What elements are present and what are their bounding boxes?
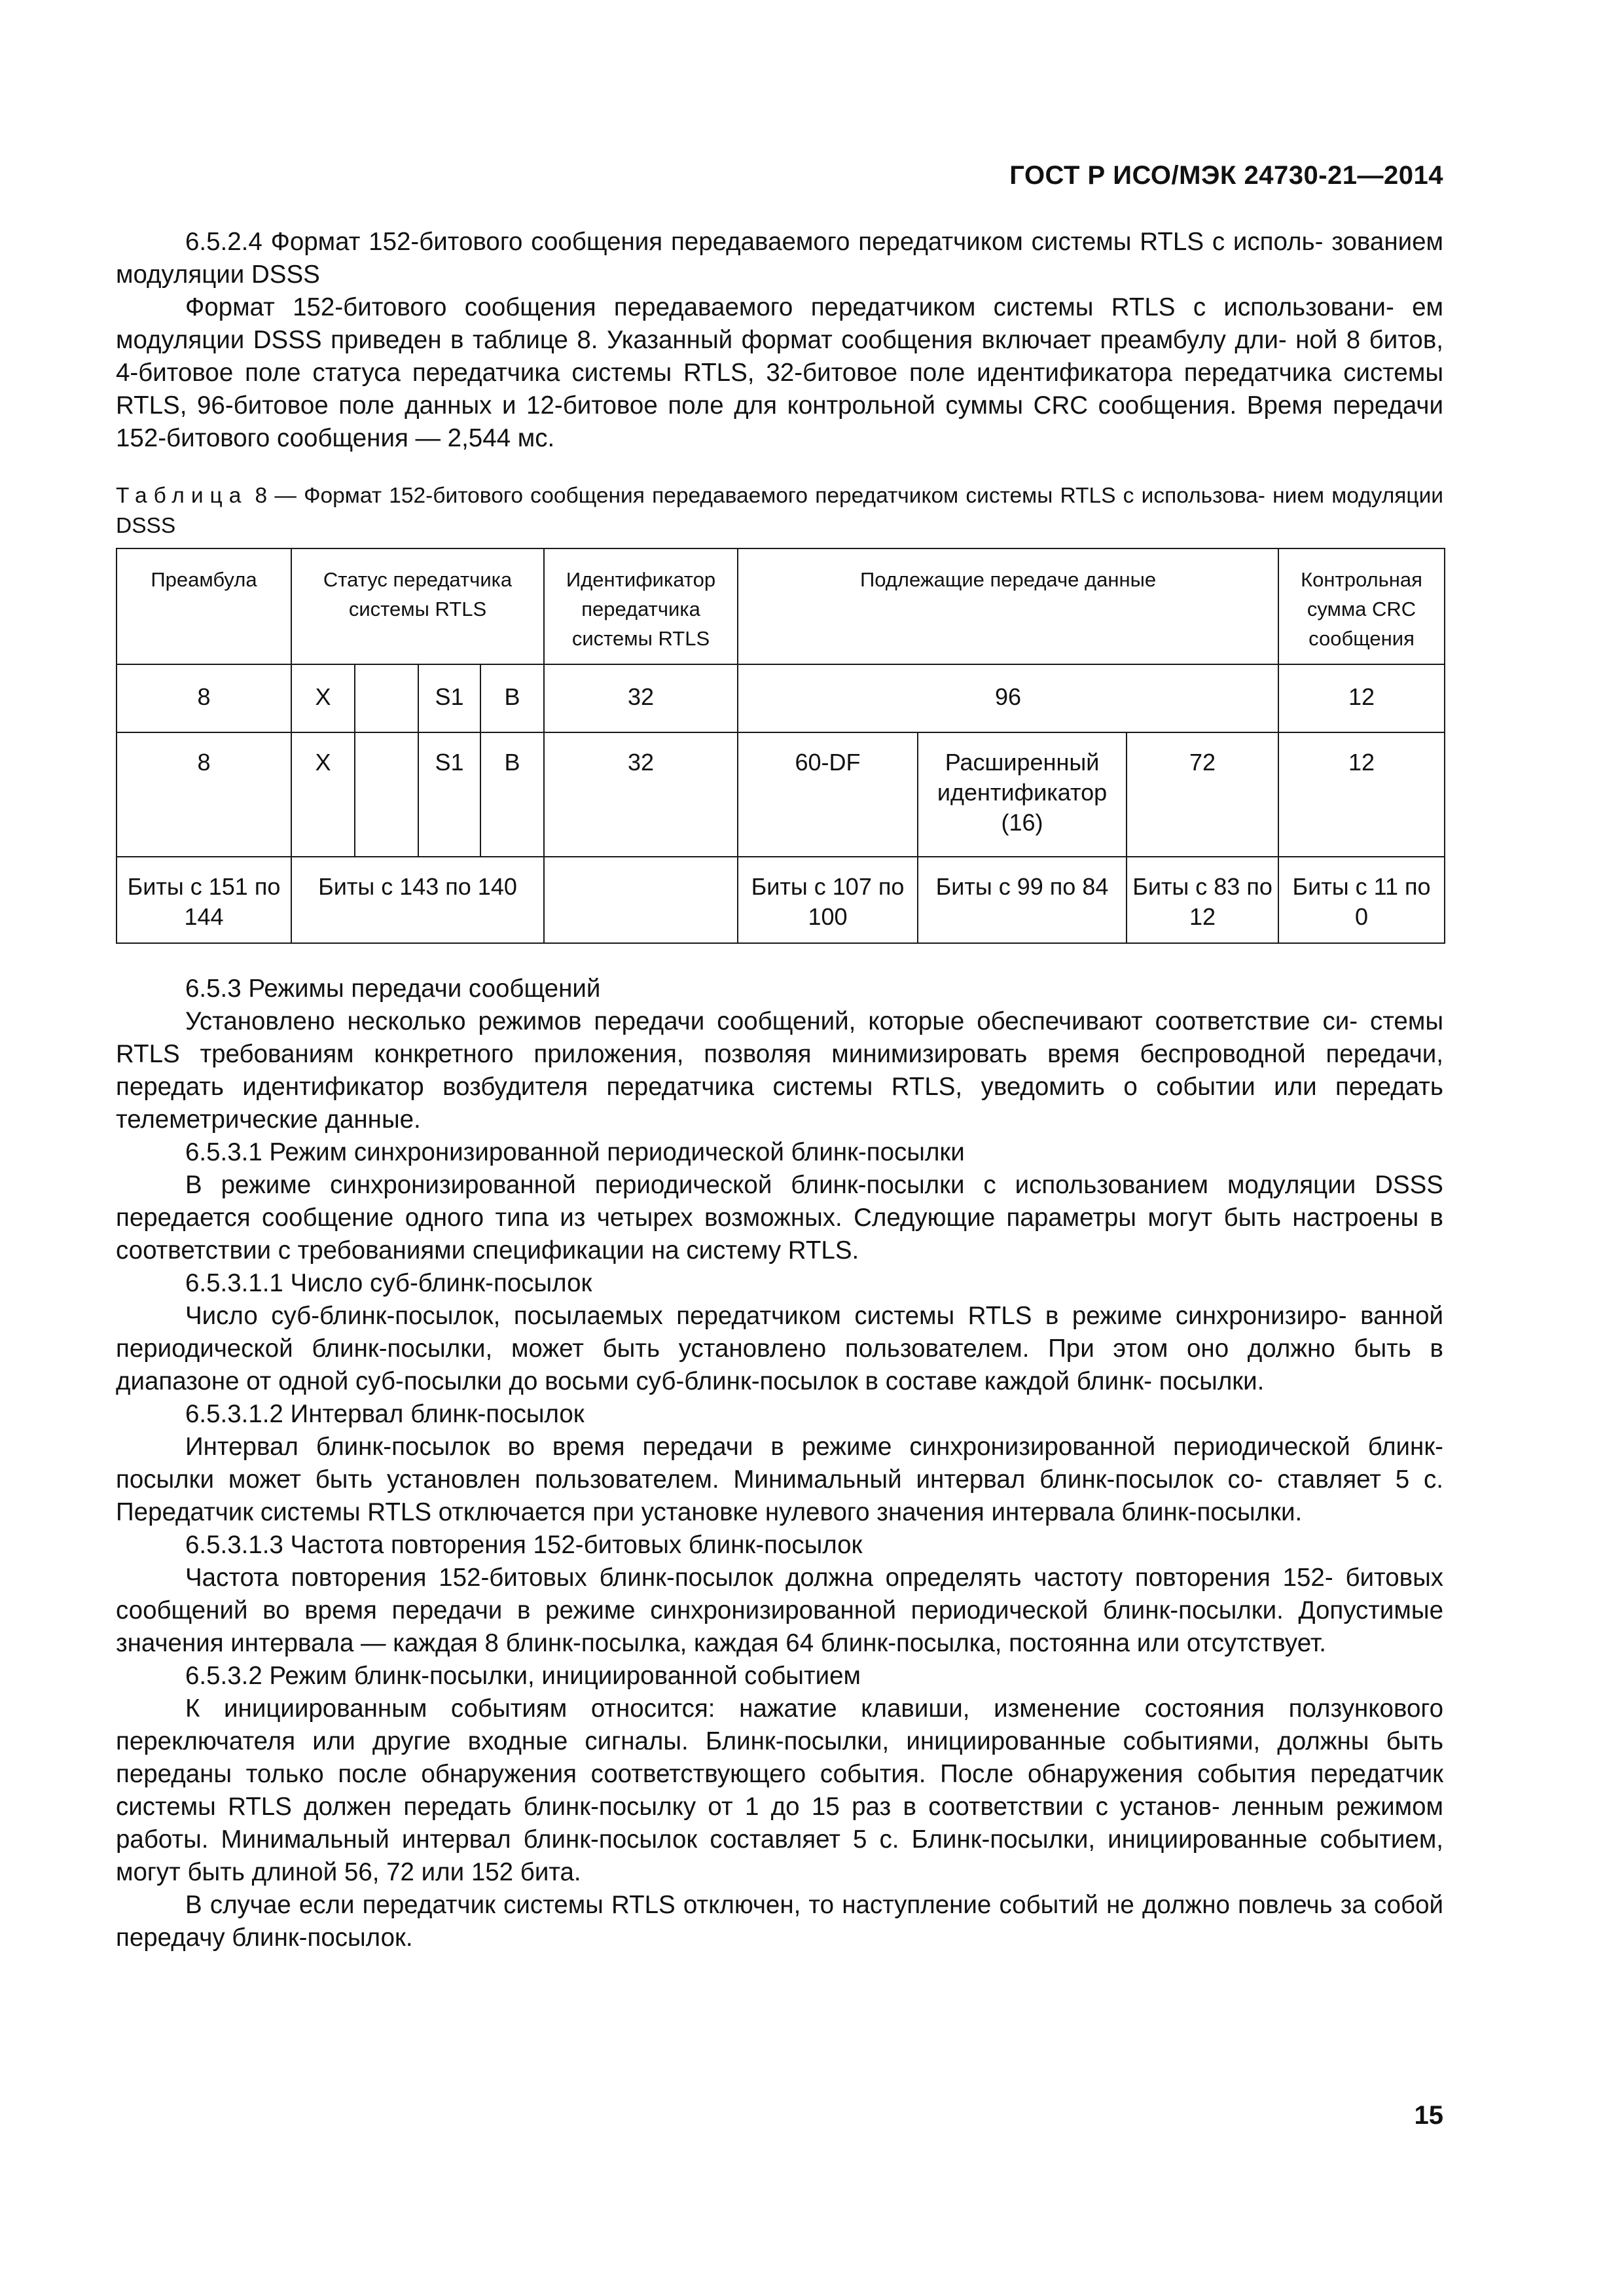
document-header: ГОСТ Р ИСО/МЭК 24730-21—2014	[1009, 161, 1443, 190]
table-caption	[116, 481, 1443, 541]
table-caption-prefix: Таблица	[116, 484, 248, 508]
table-cell: Биты с 151 по 144	[117, 857, 291, 943]
table-cell: 60-DF	[738, 732, 918, 857]
section-6531-body: В режиме синхронизированной периодической блинк-посылки с использованием модуляции DSSS передается сообщение одного типа из четырех возможных. Следующие параметры могут быть настроены в соответствии с требованиями спецификации на систему RTLS.	[116, 1171, 1443, 1265]
table-cell: S1	[418, 664, 480, 732]
section-6524-body: Формат 152-битового сообщения передаваемого передатчиком системы RTLS с использовани- ем модуляции DSSS приведен в таблице 8. Указанный формат сообщения включает преамбулу дли- ной 8 битов, 4-битовое поле статуса передатчика системы RTLS, 32-битовое поле идентификатора передатчика системы RTLS, 96-битовое поле данных и 12-битовое поле для контрольной суммы CRC сообщения. Время передачи 152-битового сообщения — 2,544 мс.	[116, 293, 1443, 452]
section-65313-heading: 6.5.3.1.3 Частота повторения 152-битовых блинк-посылок	[185, 1531, 863, 1559]
section-65313-body: Частота повторения 152-битовых блинк-посылок должна определять частоту повторения 152- битовых сообщений во время передачи в режиме синхронизированной периодической блинк-посылки. Допустимые значения интервала — каждая 8 блинк-посылка, каждая 64 блинк-посылка, постоянна или отсутствует.	[116, 1564, 1443, 1657]
table-row	[117, 857, 1445, 943]
table-cell: 8	[117, 732, 291, 857]
table-cell: Биты с 107 по 100	[738, 857, 918, 943]
section-65312-body: Интервал блинк-посылок во время передачи в режиме синхронизированной периодической блинк-посылки может быть установлен пользователем. Минимальный интервал блинк-посылок со- ставляет 5 с. Передатчик системы RTLS отключается при установке нулевого значения интервала блинк-посылки.	[116, 1433, 1443, 1526]
table-cell	[544, 857, 738, 943]
table-cell: X	[291, 664, 355, 732]
table-cell: 32	[544, 732, 738, 857]
header-preamble: Преамбула	[117, 548, 291, 664]
section-65311-heading: 6.5.3.1.1 Число суб-блинк-посылок	[185, 1269, 592, 1297]
section-653-body: Установлено несколько режимов передачи сообщений, которые обеспечивают соответствие си- стемы RTLS требованиям конкретного приложения, позволяя минимизировать время беспроводной передачи, передать идентификатор возбудителя передатчика системы RTLS, уведомить о событии или передать телеметрические данные.	[116, 1007, 1443, 1134]
table-cell: 32	[544, 664, 738, 732]
table-cell: B	[480, 732, 544, 857]
table-cell: Биты с 83 по 12	[1127, 857, 1278, 943]
table-cell: 12	[1278, 732, 1445, 857]
table-cell: Расширенный идентификатор (16)	[918, 732, 1127, 857]
section-6532-body2: В случае если передатчик системы RTLS отключен, то наступление событий не должно повлечь за собой передачу блинк-посылок.	[116, 1891, 1443, 1952]
table-cell: 8	[117, 664, 291, 732]
section-6532-heading: 6.5.3.2 Режим блинк-посылки, инициированной событием	[185, 1662, 861, 1690]
header-identifier: Идентификатор передатчика системы RTLS	[544, 548, 738, 664]
section-653-heading: 6.5.3 Режимы передачи сообщений	[185, 975, 601, 1003]
table-cell: Биты с 99 по 84	[918, 857, 1127, 943]
section-6532-body: К инициированным событиям относится: нажатие клавиши, изменение состояния ползункового переключателя или другие входные сигналы. Блинк-посылки, инициированные событиями, должны быть переданы только после обнаружения соответствующего события. После обнаружения события передатчик системы RTLS должен передать блинк-посылку от 1 до 15 раз в соответствии с установ- ленным режимом работы. Минимальный интервал блинк-посылок составляет 5 с. Блинк-посылки, инициированные событием, могут быть длиной 56, 72 или 152 бита.	[116, 1695, 1443, 1886]
header-status: Статус передатчика системы RTLS	[291, 548, 544, 664]
table-row	[117, 664, 1445, 732]
page-content	[116, 226, 1443, 1954]
table-header-row	[117, 548, 1445, 664]
section-65312-heading: 6.5.3.1.2 Интервал блинк-посылок	[185, 1400, 585, 1428]
table-cell	[355, 732, 418, 857]
table-caption-text: 8 — Формат 152-битового сообщения передаваемого передатчиком системы RTLS с использова- нием модуляции DSSS	[116, 484, 1443, 538]
table-cell: 12	[1278, 664, 1445, 732]
section-6524-heading: 6.5.2.4 Формат 152-битового сообщения передаваемого передатчиком системы RTLS с исполь- зованием модуляции DSSS	[116, 228, 1443, 289]
section-65311-body: Число суб-блинк-посылок, посылаемых передатчиком системы RTLS в режиме синхронизиро- ванной периодической блинк-посылки, может быть установлено пользователем. При этом оно должно быть в диапазоне от одной суб-посылки до восьми суб-блинк-посылок в составе каждой блинк- посылки.	[116, 1302, 1443, 1395]
table-cell: S1	[418, 732, 480, 857]
table-8	[116, 548, 1445, 944]
table-row	[117, 732, 1445, 857]
table-cell	[355, 664, 418, 732]
header-data: Подлежащие передаче данные	[738, 548, 1278, 664]
header-crc: Контрольная сумма CRC сообщения	[1278, 548, 1445, 664]
page-number: 15	[1414, 2101, 1443, 2130]
table-cell: Биты с 143 по 140	[291, 857, 544, 943]
table-cell: 72	[1127, 732, 1278, 857]
table-cell: X	[291, 732, 355, 857]
table-cell: 96	[738, 664, 1278, 732]
table-cell: B	[480, 664, 544, 732]
spacer	[116, 944, 1443, 973]
table-cell: Биты с 11 по 0	[1278, 857, 1445, 943]
section-6531-heading: 6.5.3.1 Режим синхронизированной периодической блинк-посылки	[185, 1138, 965, 1166]
